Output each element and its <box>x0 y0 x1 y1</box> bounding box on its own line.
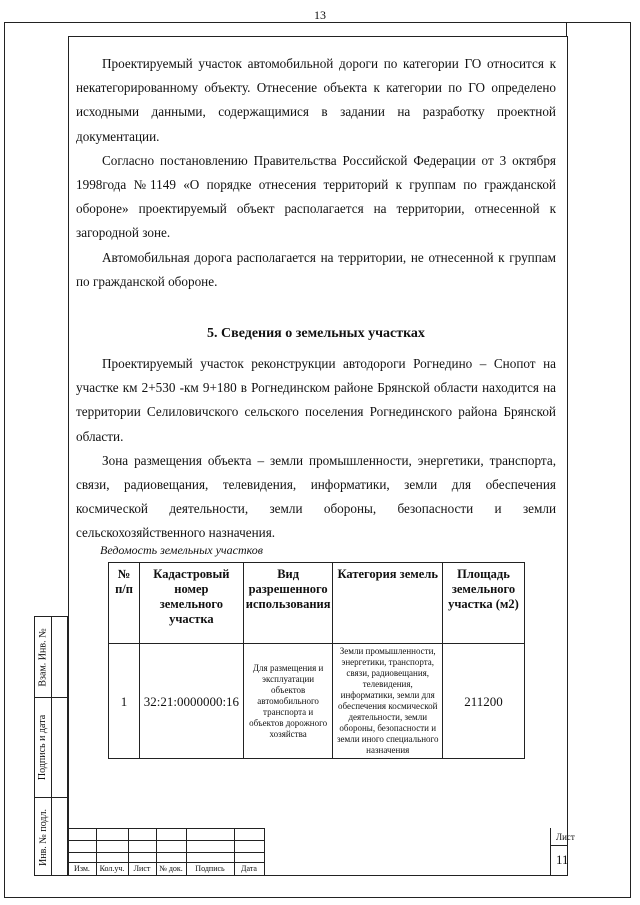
paragraph-civil-defense-category: Проектируемый участок автомобильной дороги по категории ГО относится к некатегорированному объекту. Отнесение объекта к категории по ГО определено исходными данными, содержащимися в задании на разработку проектной документации. <box>76 56 556 144</box>
paragraph-land-zone: Зона размещения объекта – земли промышленности, энергетики, транспорта, связи, радиовещания, телевидения, информатики, земли для обеспечения космической деятельности, земли обороны, безопасности и земли сельскохозяйственного назначения. <box>76 452 556 541</box>
sidebar-inv-orig: Инв. № подл. <box>37 808 49 866</box>
cell-area: 211200 <box>442 644 524 759</box>
cell-cadastral: 32:21:0000000:16 <box>140 644 244 759</box>
header-cadastral: Кадастровый номер земельного участка <box>140 563 244 644</box>
stamp-label-signature: Подпись <box>195 864 225 873</box>
header-usage: Вид разрешенного использования <box>243 563 333 644</box>
title-block <box>68 828 568 876</box>
border-tick <box>566 22 567 36</box>
approval-sidebar <box>34 616 68 876</box>
spacer <box>76 294 556 318</box>
land-plots-table <box>108 562 525 759</box>
document-body <box>76 52 556 546</box>
table-caption: Ведомость земельных участков <box>100 543 263 557</box>
paragraph-reconstruction-site: Проектируемый участок реконструкции автодороги Рогнедино – Снопот на участке км 2+530 -км 9+180 в Рогнединском районе Брянской области находится на территории Селиловичского сельского поселения Рогнединского района Брянской области. <box>76 356 556 444</box>
cell-usage: Для размещения и эксплуатации объектов автомобильного транспорта и объектов дорожного хозяйства <box>243 644 333 759</box>
cell-num: 1 <box>109 644 140 759</box>
stamp-vline <box>264 828 265 876</box>
page-number: 13 <box>314 8 326 22</box>
sidebar-sign-date: Подпись и дата <box>37 714 49 780</box>
sheet-label: Лист <box>556 832 575 842</box>
paragraph-government-decree: Согласно постановлению Правительства Российской Федерации от 3 октября 1998года №1149 «О порядке отнесения территорий к группам по гражданской обороне» проектируемый объект располагается на территории, отнесенной к загородной зоне. <box>76 152 556 241</box>
cell-category: Земли промышленности, энергетики, транспорта, связи, радиовещания, телевидения, информатики, земли для обеспечения космической деятельности, земли обороны, безопасности и земли иного специального назначения <box>333 644 443 759</box>
sheet-box-border <box>550 828 551 876</box>
stamp-label-sheet: Лист <box>133 864 151 873</box>
header-num: № п/п <box>109 563 140 644</box>
sheet-number: 11 <box>556 852 569 867</box>
stamp-label-count: Кол.уч. <box>99 864 125 873</box>
table-header-row <box>109 563 525 644</box>
header-category: Категория земель <box>333 563 443 644</box>
sidebar-inv-replace: Взам. Инв. № <box>37 627 49 687</box>
stamp-label-date: Дата <box>241 864 257 873</box>
stamp-label-docnum: № док. <box>159 864 183 873</box>
stamp-label-change: Изм. <box>74 864 90 873</box>
paragraph-road-territory: Автомобильная дорога располагается на территории, не отнесенной к группам по гражданской обороне. <box>76 249 556 289</box>
header-area: Площадь земельного участка (м2) <box>442 563 524 644</box>
section-title: 5. Сведения о земельных участках <box>207 326 425 342</box>
sheet-box-divider <box>550 845 568 846</box>
table-row <box>109 644 525 759</box>
